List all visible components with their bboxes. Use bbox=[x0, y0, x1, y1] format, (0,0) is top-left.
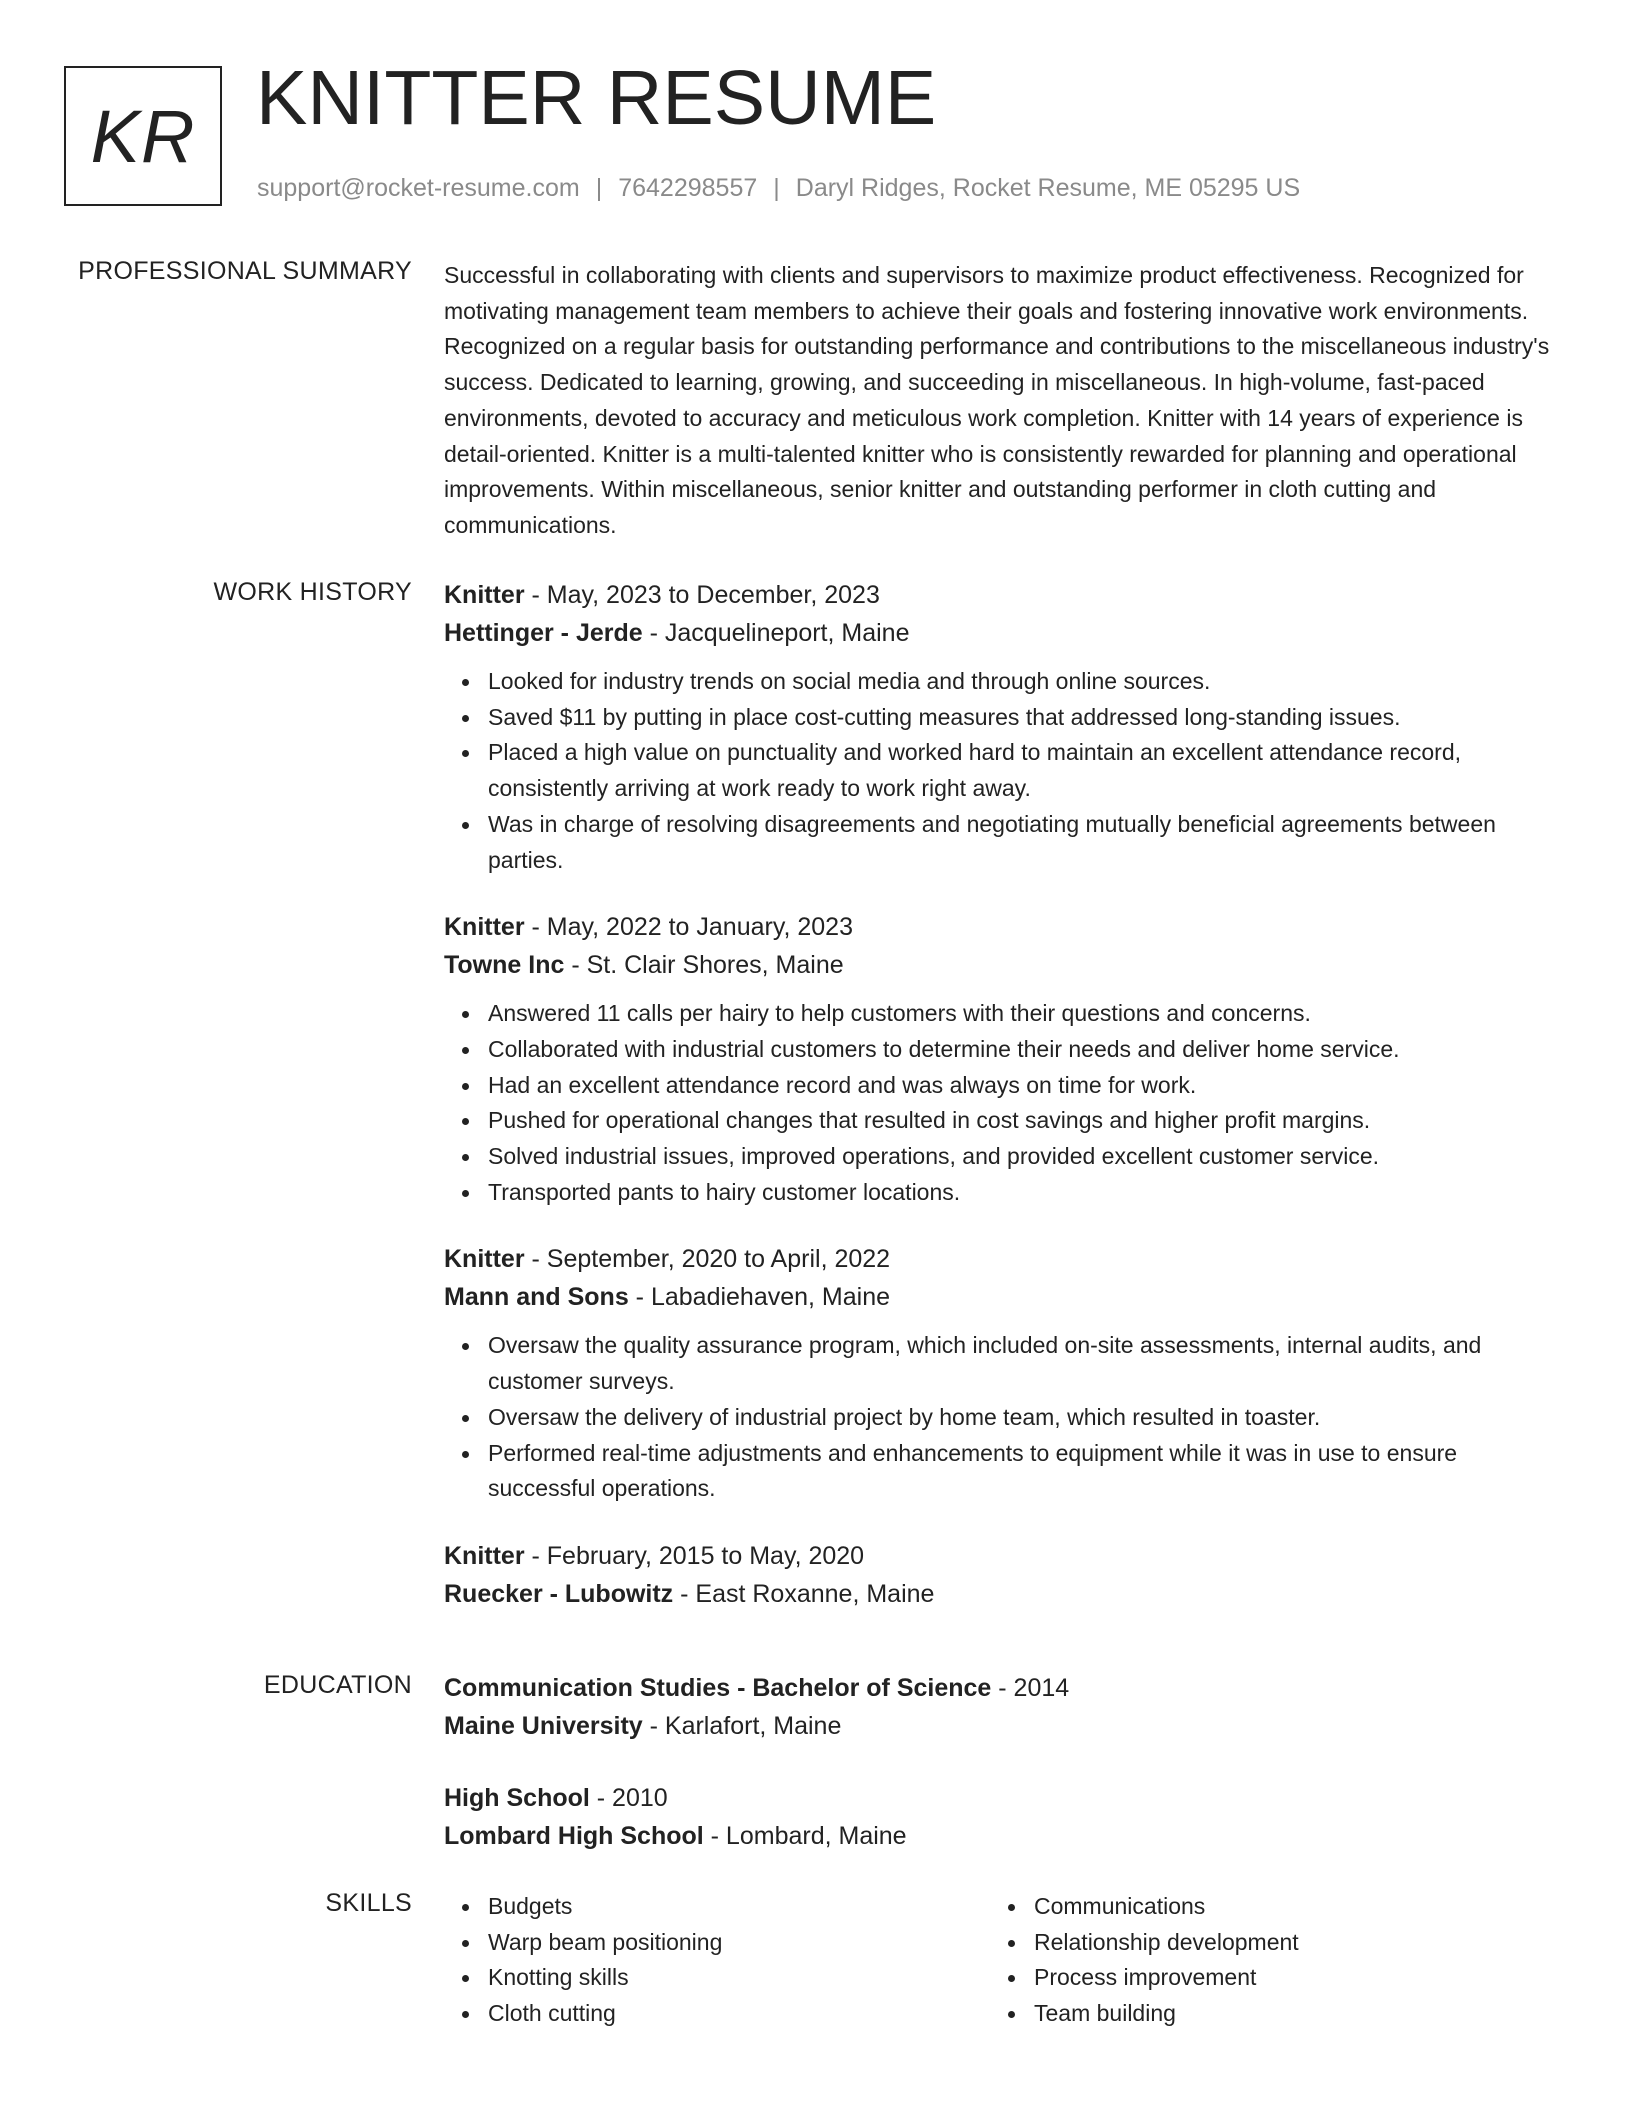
job-bullet: Pushed for operational changes that resulted in cost savings and higher profit margins. bbox=[488, 1103, 1554, 1139]
job-bullet: Collaborated with industrial customers to determine their needs and deliver home service. bbox=[488, 1032, 1554, 1068]
skills-list bbox=[990, 1889, 1536, 2032]
job-entry bbox=[444, 1537, 1554, 1613]
skills-column-left bbox=[444, 1889, 990, 2032]
job-bullet: Performed real-time adjustments and enhancements to equipment while it was in use to ensure successful operations. bbox=[488, 1436, 1554, 1507]
skill-item: Relationship development bbox=[1034, 1925, 1536, 1961]
skills-column-right bbox=[990, 1889, 1536, 2032]
job-title-line bbox=[444, 1240, 1554, 1278]
job-bullets bbox=[444, 996, 1554, 1210]
job-title-line bbox=[444, 1537, 1554, 1575]
job-dates: - September, 2020 to April, 2022 bbox=[524, 1245, 891, 1274]
education-year: - 2010 bbox=[589, 1784, 668, 1812]
skill-item: Warp beam positioning bbox=[488, 1925, 990, 1961]
education-location: - Lombard, Maine bbox=[703, 1822, 907, 1850]
contact-address: Daryl Ridges, Rocket Resume, ME 05295 US bbox=[795, 174, 1301, 202]
contact-separator: | bbox=[773, 174, 780, 202]
job-company-line bbox=[444, 1575, 1554, 1613]
section-label-summary: PROFESSIONAL SUMMARY bbox=[78, 257, 412, 285]
job-company: Ruecker - Lubowitz bbox=[444, 1579, 674, 1608]
job-company-line bbox=[444, 946, 1554, 984]
job-title: Knitter bbox=[444, 1541, 525, 1570]
job-company: Towne Inc bbox=[444, 951, 565, 980]
resume-title: KNITTER RESUME bbox=[256, 55, 937, 141]
contact-separator: | bbox=[595, 174, 603, 202]
job-location: - St. Clair Shores, Maine bbox=[564, 951, 844, 980]
education-school: Lombard High School bbox=[444, 1822, 704, 1850]
job-company: Hettinger - Jerde bbox=[444, 619, 643, 647]
job-location: - Labadiehaven, Maine bbox=[628, 1283, 891, 1312]
job-bullet: Answered 11 calls per hairy to help customers with their questions and concerns. bbox=[488, 996, 1554, 1032]
job-bullet: Transported pants to hairy customer locations. bbox=[488, 1175, 1554, 1211]
contact-phone[interactable]: 7642298557 bbox=[618, 174, 758, 202]
section-label-skills: SKILLS bbox=[325, 1889, 412, 1917]
job-bullet: Oversaw the quality assurance program, which included on-site assessments, internal audits, and customer surveys. bbox=[488, 1328, 1554, 1399]
skill-item: Knotting skills bbox=[488, 1960, 990, 1996]
skill-item: Team building bbox=[1034, 1996, 1536, 2032]
job-bullet: Looked for industry trends on social media and through online sources. bbox=[488, 664, 1554, 700]
job-title: Knitter bbox=[444, 1245, 525, 1274]
job-company-line bbox=[444, 1278, 1554, 1316]
job-dates: - May, 2023 to December, 2023 bbox=[524, 581, 880, 609]
contact-email[interactable]: support@rocket-resume.com bbox=[257, 174, 580, 202]
job-entry bbox=[444, 1240, 1554, 1507]
skills-columns bbox=[444, 1889, 1554, 2032]
skill-item: Cloth cutting bbox=[488, 1996, 990, 2032]
education-degree-line bbox=[444, 1779, 1554, 1817]
job-title-line bbox=[444, 576, 1554, 614]
education-school: Maine University bbox=[444, 1712, 643, 1740]
job-company-line bbox=[444, 614, 1554, 652]
job-title: Knitter bbox=[444, 913, 525, 942]
education-location: - Karlafort, Maine bbox=[642, 1712, 842, 1740]
education-degree: Communication Studies - Bachelor of Science bbox=[444, 1674, 992, 1702]
job-bullets bbox=[444, 664, 1554, 878]
section-label-work: WORK HISTORY bbox=[213, 578, 412, 606]
job-bullet: Had an excellent attendance record and was always on time for work. bbox=[488, 1068, 1554, 1104]
job-entry bbox=[444, 908, 1554, 1210]
education-entry bbox=[444, 1669, 1554, 1745]
education-entry bbox=[444, 1779, 1554, 1855]
skill-item: Process improvement bbox=[1034, 1960, 1536, 1996]
education-school-line bbox=[444, 1707, 1554, 1745]
job-bullet: Saved $11 by putting in place cost-cutting measures that addressed long-standing issues. bbox=[488, 700, 1554, 736]
contact-line bbox=[257, 174, 1300, 203]
education-year: - 2014 bbox=[991, 1674, 1070, 1702]
job-bullet: Was in charge of resolving disagreements and negotiating mutually beneficial agreements between parties. bbox=[488, 807, 1554, 878]
job-location: - Jacquelineport, Maine bbox=[642, 619, 910, 647]
job-location: - East Roxanne, Maine bbox=[673, 1579, 935, 1608]
section-label-education: EDUCATION bbox=[263, 1671, 412, 1699]
education-school-line bbox=[444, 1817, 1554, 1855]
monogram-badge: KR bbox=[64, 66, 222, 206]
job-title-line bbox=[444, 908, 1554, 946]
job-bullet: Solved industrial issues, improved operations, and provided excellent customer service. bbox=[488, 1139, 1554, 1175]
job-bullets bbox=[444, 1328, 1554, 1507]
skill-item: Communications bbox=[1034, 1889, 1536, 1925]
job-dates: - February, 2015 to May, 2020 bbox=[524, 1541, 865, 1570]
job-dates: - May, 2022 to January, 2023 bbox=[524, 913, 853, 942]
job-title: Knitter bbox=[444, 581, 525, 609]
summary-text: Successful in collaborating with clients and supervisors to maximize product effectiveness. Recognized for motivating management team members to achieve their goals and fostering innovative work environments. Recognized on a regular basis for outstanding performance and contributions to the miscellaneous industry's success. Dedicated to learning, growing, and succeeding in miscellaneous. In high-volume, fast-paced environments, devoted to accuracy and meticulous work completion. Knitter with 14 years of experience is detail-oriented. Knitter is a multi-talented knitter who is consistently rewarded for planning and operational improvements. Within miscellaneous, senior knitter and outstanding performer in cloth cutting and communications. bbox=[444, 262, 1550, 538]
job-company: Mann and Sons bbox=[444, 1283, 629, 1312]
job-bullet: Placed a high value on punctuality and worked hard to maintain an excellent attendance record, consistently arriving at work ready to work right away. bbox=[488, 735, 1554, 806]
education-degree-line bbox=[444, 1669, 1554, 1707]
job-bullet: Oversaw the delivery of industrial project by home team, which resulted in toaster. bbox=[488, 1400, 1554, 1436]
education-degree: High School bbox=[444, 1784, 590, 1812]
skill-item: Budgets bbox=[488, 1889, 990, 1925]
job-entry bbox=[444, 576, 1554, 878]
skills-list bbox=[444, 1889, 990, 2032]
